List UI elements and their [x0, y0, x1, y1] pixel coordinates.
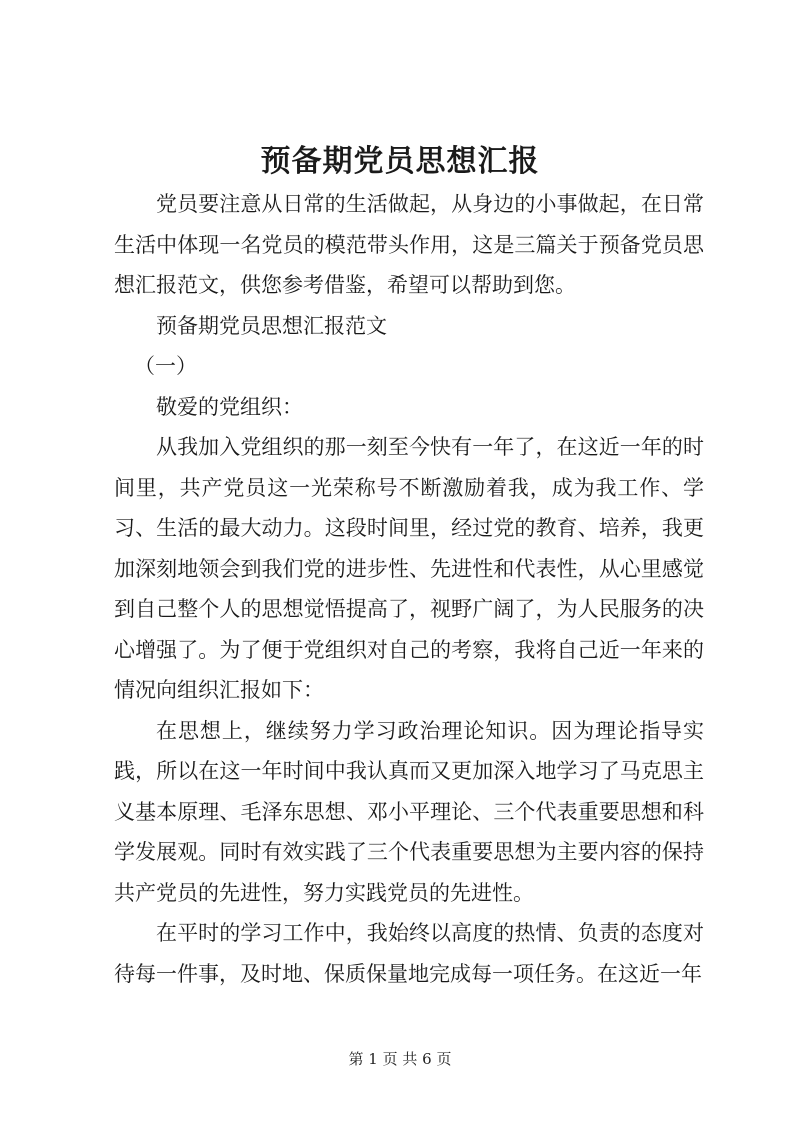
section-heading: 预备期党员思想汇报范文 — [156, 313, 387, 338]
intro-paragraph: 党员要注意从日常的生活做起，从身边的小事做起，在日常生活中体现一名党员的模范带头作用，这是三篇关于预备党员思想汇报范文，供您参考借鉴，希望可以帮助到您。 — [114, 192, 704, 297]
page-footer: 第 1 页 共 6 页 — [348, 1050, 452, 1068]
body-paragraph: 在平时的学习工作中，我始终以高度的热情、负责的态度对待每一件事，及时地、保质保量地完成每一项任务。在这近一年 — [114, 921, 704, 986]
salutation: 敬爱的党组织： — [156, 394, 303, 419]
document-body — [114, 184, 704, 994]
body-paragraph: 从我加入党组织的那一刻至今快有一年了，在这近一年的时间里，共产党员这一光荣称号不断激励着我，成为我工作、学习、生活的最大动力。这段时间里，经过党的教育、培养，我更加深刻地领会到我们党的进步性、先进性和代表性，从心里感觉到自己整个人的思想觉悟提高了，视野广阔了，为人民服务的决心增强了。为了便于党组织对自己的考察，我将自己近一年来的情况向组织汇报如下： — [114, 435, 704, 702]
body-paragraph: 在思想上，继续努力学习政治理论知识。因为理论指导实践，所以在这一年时间中我认真而又更加深入地学习了马克思主义基本原理、毛泽东思想、邓小平理论、三个代表重要思想和科学发展观。同时有效实践了三个代表重要思想为主要内容的保持共产党员的先进性，努力实践党员的先进性。 — [114, 718, 704, 905]
section-number: （一） — [134, 354, 197, 378]
document-title: 预备期党员思想汇报 — [260, 144, 540, 179]
